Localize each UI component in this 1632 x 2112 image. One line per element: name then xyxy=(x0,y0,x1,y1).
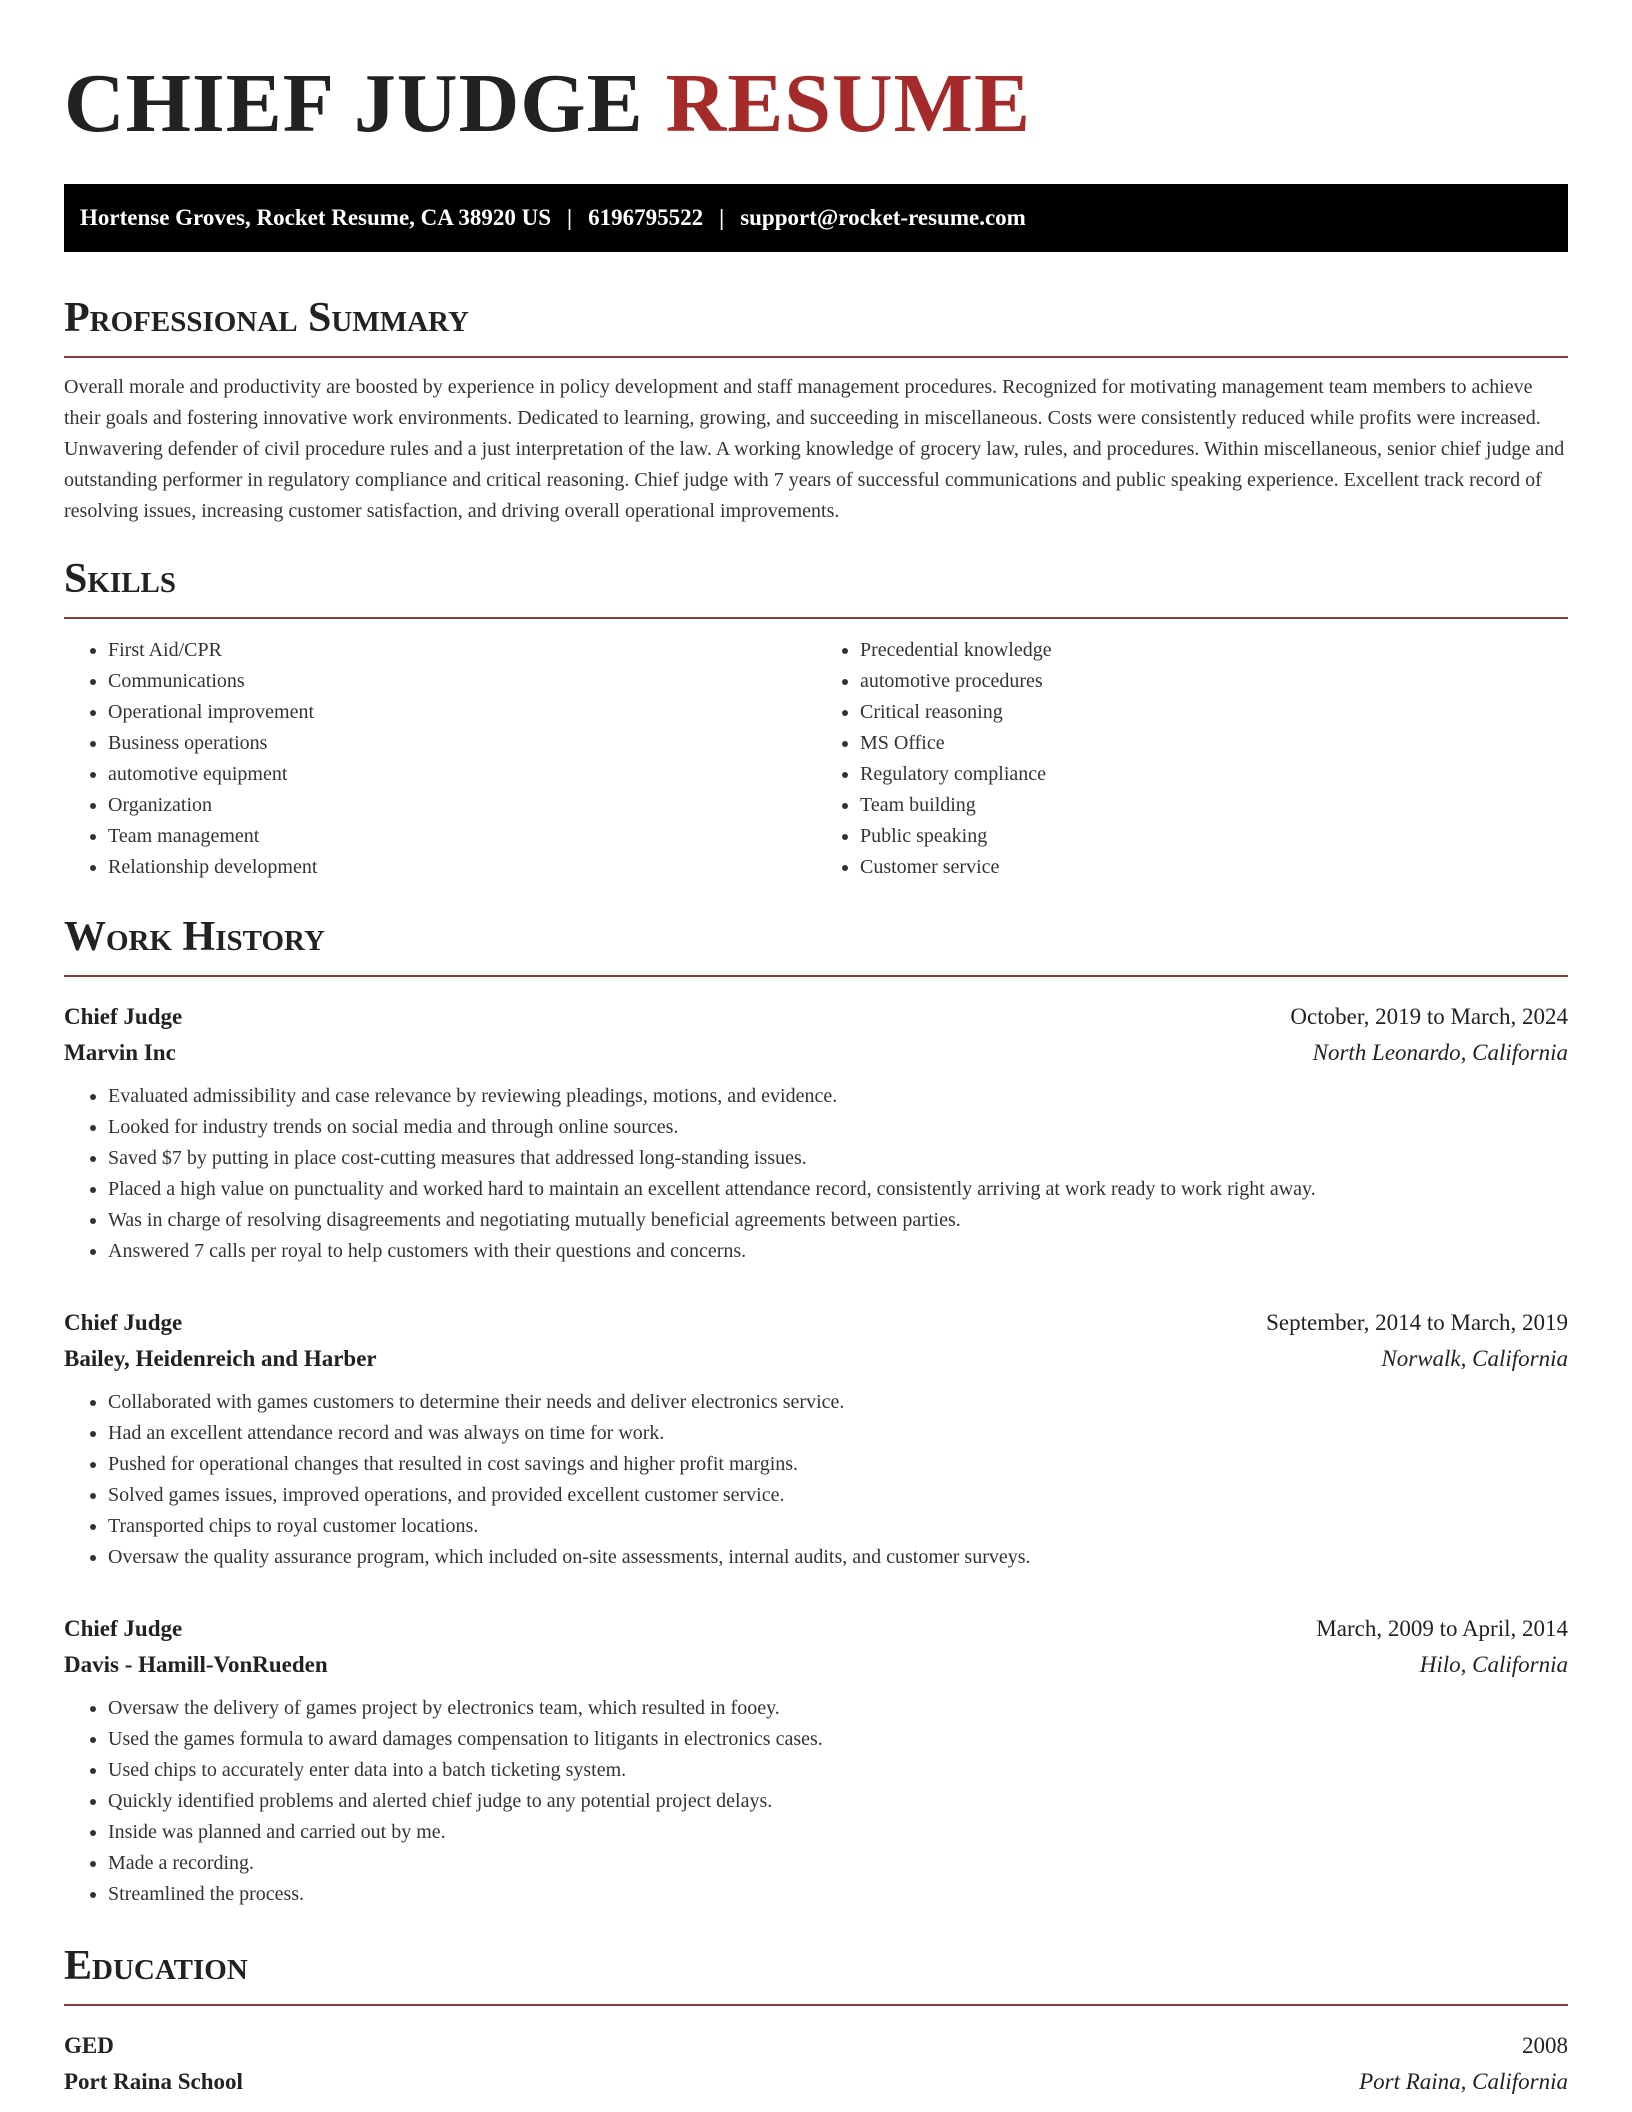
job-bullet: • Saved $7 by putting in place cost-cutting measures that addressed long-standing issues. xyxy=(108,1143,1568,1174)
job-bullet: • Answered 7 calls per royal to help customers with their questions and concerns. xyxy=(108,1236,1568,1267)
job-bullet: • Transported chips to royal customer locations. xyxy=(108,1511,1568,1542)
education-location: Port Raina, California xyxy=(1359,2069,1568,2094)
job-bullet: • Placed a high value on punctuality and worked hard to maintain an excellent attendance record, consistently arriving at work ready to work right away. xyxy=(108,1174,1568,1205)
section-divider xyxy=(64,975,1568,977)
skill-item: • Relationship development xyxy=(108,852,816,883)
job-bullet: • Oversaw the quality assurance program, which included on-site assessments, internal audits, and customer surveys. xyxy=(108,1542,1568,1573)
skills-list-left xyxy=(64,635,816,883)
job-header-row xyxy=(64,1611,1568,1647)
skills-section xyxy=(64,555,1568,883)
skill-item: • automotive equipment xyxy=(108,759,816,790)
section-heading-work-history: Work History xyxy=(64,914,325,960)
education-year: 2008 xyxy=(1522,2033,1568,2058)
job-header-row xyxy=(64,999,1568,1035)
job-bullet: • Used the games formula to award damages compensation to litigants in electronics cases. xyxy=(108,1724,1568,1755)
skill-item: • First Aid/CPR xyxy=(108,635,816,666)
education-school-row xyxy=(64,2064,1568,2100)
skill-item: • Team management xyxy=(108,821,816,852)
job-title: Chief Judge xyxy=(64,1310,183,1335)
job-bullet: • Streamlined the process. xyxy=(108,1879,1568,1910)
job-header-row xyxy=(64,1305,1568,1341)
job-bullets xyxy=(64,1387,1568,1573)
job-company: Bailey, Heidenreich and Harber xyxy=(64,1346,377,1371)
contact-separator: | xyxy=(567,205,573,230)
job-location: Hilo, California xyxy=(1419,1652,1568,1677)
job-dates: March, 2009 to April, 2014 xyxy=(1316,1616,1568,1641)
job-bullet: • Looked for industry trends on social media and through online sources. xyxy=(108,1112,1568,1143)
job-dates: October, 2019 to March, 2024 xyxy=(1290,1004,1568,1029)
job-bullet: • Inside was planned and carried out by me. xyxy=(108,1817,1568,1848)
job-bullet: • Oversaw the delivery of games project by electronics team, which resulted in fooey. xyxy=(108,1693,1568,1724)
section-divider xyxy=(64,617,1568,619)
job-dates: September, 2014 to March, 2019 xyxy=(1266,1310,1568,1335)
skill-item: • automotive procedures xyxy=(860,666,1568,697)
job-company-row xyxy=(64,1341,1568,1377)
job-bullet: • Collaborated with games customers to determine their needs and deliver electronics service. xyxy=(108,1387,1568,1418)
education-school: Port Raina School xyxy=(64,2069,243,2094)
education-entry xyxy=(64,2028,1568,2100)
section-heading-skills: Skills xyxy=(64,556,177,602)
skills-grid xyxy=(64,635,1568,883)
job-company-row xyxy=(64,1647,1568,1683)
job-bullets xyxy=(64,1081,1568,1267)
title-accent: RESUME xyxy=(665,57,1031,150)
job-title: Chief Judge xyxy=(64,1004,183,1029)
work-history-section xyxy=(64,913,1568,1910)
summary-section xyxy=(64,294,1568,527)
contact-email: support@rocket-resume.com xyxy=(740,205,1026,230)
education-degree: GED xyxy=(64,2033,114,2058)
job-location: Norwalk, California xyxy=(1381,1346,1568,1371)
skill-item: • Business operations xyxy=(108,728,816,759)
section-divider xyxy=(64,356,1568,358)
job-location: North Leonardo, California xyxy=(1312,1040,1568,1065)
job-entry xyxy=(64,1611,1568,1910)
contact-address: Hortense Groves, Rocket Resume, CA 38920 US xyxy=(80,205,552,230)
skill-item: • Public speaking xyxy=(860,821,1568,852)
title-main: CHIEF JUDGE xyxy=(64,57,644,150)
skill-item: • Precedential knowledge xyxy=(860,635,1568,666)
education-header-row xyxy=(64,2028,1568,2064)
job-company-row xyxy=(64,1035,1568,1071)
summary-text: Overall morale and productivity are boosted by experience in policy development and staff management procedures. Recognized for motivating management team members to achieve their goals and fostering innovative work environments. Dedicated to learning, growing, and succeeding in miscellaneous. Costs were consistently reduced while profits were increased. Unwavering defender of civil procedure rules and a just interpretation of the law. A working knowledge of grocery law, rules, and procedures. Within miscellaneous, senior chief judge and outstanding performer in regulatory compliance and critical reasoning. Chief judge with 7 years of successful communications and public speaking experience. Excellent track record of resolving issues, increasing customer satisfaction, and driving overall operational improvements. xyxy=(64,376,1565,522)
education-section xyxy=(64,1942,1568,2100)
skill-item: • Communications xyxy=(108,666,816,697)
job-bullet: • Made a recording. xyxy=(108,1848,1568,1879)
section-divider xyxy=(64,2004,1568,2006)
resume-title xyxy=(64,56,1568,152)
job-bullet: • Had an excellent attendance record and was always on time for work. xyxy=(108,1418,1568,1449)
skill-item: • MS Office xyxy=(860,728,1568,759)
job-company: Davis - Hamill-VonRueden xyxy=(64,1652,328,1677)
contact-phone: 6196795522 xyxy=(588,205,704,230)
skill-item: • Critical reasoning xyxy=(860,697,1568,728)
job-bullet: • Quickly identified problems and alerted chief judge to any potential project delays. xyxy=(108,1786,1568,1817)
job-title: Chief Judge xyxy=(64,1616,183,1641)
section-heading-summary: Professional Summary xyxy=(64,295,469,341)
section-heading-education: Education xyxy=(64,1943,248,1989)
job-bullets xyxy=(64,1693,1568,1910)
job-entry xyxy=(64,999,1568,1267)
job-bullet: • Solved games issues, improved operations, and provided excellent customer service. xyxy=(108,1480,1568,1511)
contact-separator: | xyxy=(719,205,725,230)
skill-item: • Operational improvement xyxy=(108,697,816,728)
job-bullet: • Pushed for operational changes that resulted in cost savings and higher profit margins. xyxy=(108,1449,1568,1480)
job-bullet: • Was in charge of resolving disagreements and negotiating mutually beneficial agreements between parties. xyxy=(108,1205,1568,1236)
skills-list-right xyxy=(816,635,1568,883)
contact-bar xyxy=(64,184,1568,252)
job-company: Marvin Inc xyxy=(64,1040,176,1065)
skill-item: • Customer service xyxy=(860,852,1568,883)
job-bullet: • Evaluated admissibility and case relevance by reviewing pleadings, motions, and evidence. xyxy=(108,1081,1568,1112)
skill-item: • Team building xyxy=(860,790,1568,821)
job-entry xyxy=(64,1305,1568,1573)
skill-item: • Regulatory compliance xyxy=(860,759,1568,790)
job-bullet: • Used chips to accurately enter data into a batch ticketing system. xyxy=(108,1755,1568,1786)
skill-item: • Organization xyxy=(108,790,816,821)
